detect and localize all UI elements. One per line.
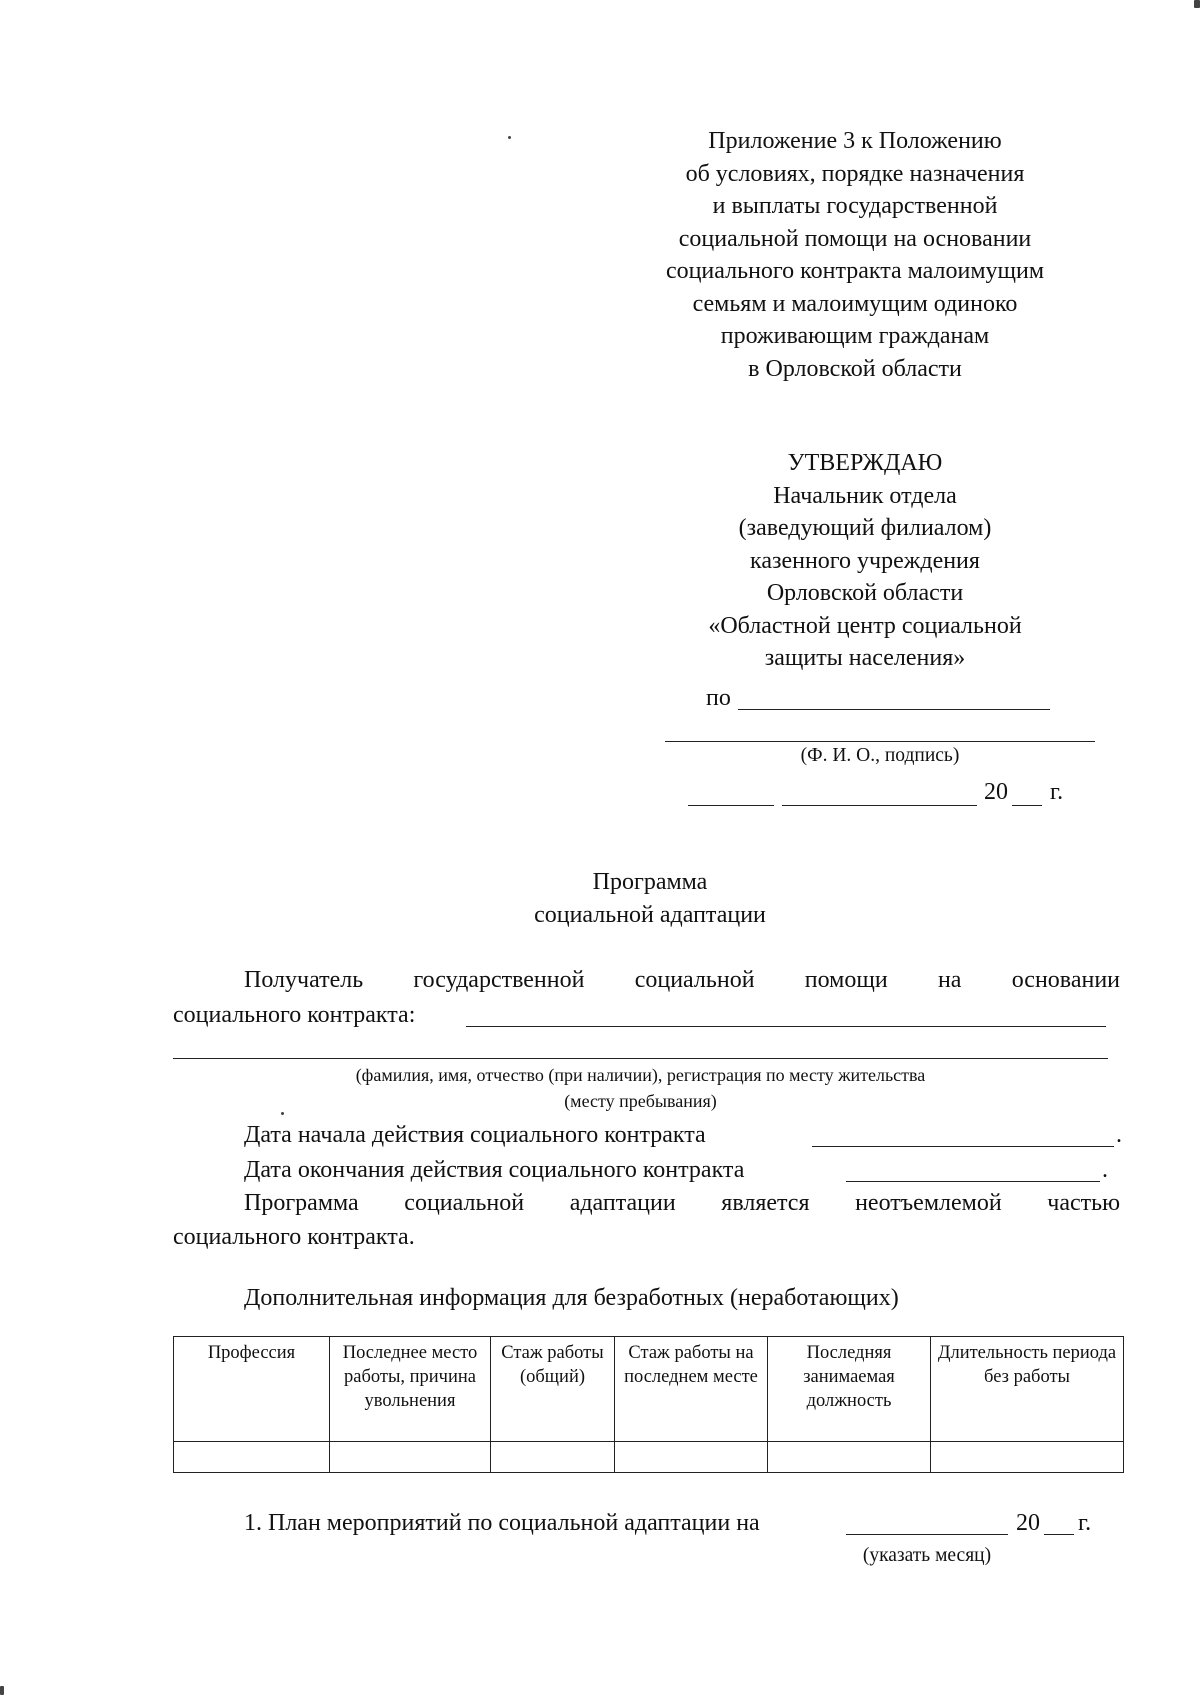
table-cell[interactable] (931, 1442, 1124, 1473)
approval-line: казенного учреждения (750, 547, 980, 574)
plan-year-suffix: г. (1078, 1510, 1092, 1536)
recipient-address-field[interactable] (173, 1058, 1108, 1059)
plan-month-field[interactable] (846, 1534, 1008, 1535)
table-cell[interactable] (491, 1442, 615, 1473)
annex-line: проживающим гражданам (720, 323, 990, 349)
recipient-caption-line1: (фамилия, имя, отчество (при наличии), регистрация по месту жительства (355, 1065, 926, 1085)
unemployed-info-table (173, 1336, 1124, 1473)
signature-caption: (Ф. И. О., подпись) (800, 745, 960, 766)
contract-start-period: . (1116, 1122, 1122, 1148)
program-note-line2: социального контракта. (173, 1224, 415, 1250)
approval-po-field[interactable] (738, 709, 1050, 710)
scan-speck (0, 1686, 4, 1695)
recipient-caption-line2: (месту пребывания) (564, 1091, 717, 1111)
approval-year-suffix: г. (1050, 779, 1064, 805)
annex-line: семьям и малоимущим одиноко (692, 290, 1018, 317)
approval-line: защиты населения» (764, 645, 966, 671)
scan-speck (281, 1112, 284, 1115)
table-cell[interactable] (615, 1442, 768, 1473)
plan-month-caption: (указать месяц) (862, 1545, 992, 1566)
recipient-name-field[interactable] (466, 1026, 1106, 1027)
column-header: Последнее место работы, причина увольнения (330, 1337, 491, 1442)
scan-speck (508, 136, 511, 139)
contract-end-field[interactable] (846, 1181, 1100, 1182)
column-header: Последняя занимаемая должность (768, 1337, 931, 1442)
annex-line: об условиях, порядке назначения (685, 160, 1025, 187)
table-cell[interactable] (330, 1442, 491, 1473)
approval-po-label: по (706, 685, 731, 711)
approval-year-prefix: 20 (984, 779, 1008, 805)
contract-start-label: Дата начала действия социального контракта (244, 1122, 706, 1148)
program-title (420, 866, 880, 931)
recipient-line2: социального контракта: (173, 1002, 416, 1028)
plan-year-field[interactable] (1044, 1534, 1074, 1535)
approval-year-field[interactable] (1012, 805, 1042, 806)
approval-month-field[interactable] (782, 805, 977, 806)
annex-line: в Орловской области (748, 355, 962, 382)
column-header: Профессия (174, 1337, 330, 1442)
approval-title: УТВЕРЖДАЮ (787, 450, 943, 476)
contract-start-field[interactable] (812, 1146, 1114, 1147)
annex-line: Приложение 3 к Положению (708, 128, 1002, 154)
column-header: Стаж работы на последнем месте (615, 1337, 768, 1442)
approval-line: Орловской области (766, 580, 964, 606)
contract-end-period: . (1102, 1157, 1108, 1183)
approval-block (620, 447, 1110, 675)
annex-line: социальной помощи на основании (678, 225, 1032, 252)
program-title-line2: социальной адаптации (534, 901, 766, 928)
scan-speck (1194, 0, 1200, 8)
program-note-line1: Программа социальной адаптации является неотъемлемой частью (244, 1190, 1120, 1216)
table-row (174, 1442, 1124, 1473)
approval-line: (заведующий филиалом) (738, 515, 992, 541)
signature-field[interactable] (665, 741, 1095, 742)
approval-day-field[interactable] (688, 805, 774, 806)
column-header: Стаж работы (общий) (491, 1337, 615, 1442)
column-header: Длительность периода без работы (931, 1337, 1124, 1442)
table-header-row (174, 1337, 1124, 1442)
approval-line: «Областной центр социальной (708, 612, 1022, 639)
recipient-line1: Получатель государственной социальной помощи на основании (244, 967, 1120, 993)
plan-year-prefix: 20 (1016, 1510, 1040, 1536)
annex-line: социального контракта малоимущим (665, 258, 1045, 284)
plan-label: 1. План мероприятий по социальной адаптации на (244, 1510, 760, 1536)
annex-line: и выплаты государственной (712, 193, 998, 219)
annex-header (610, 125, 1100, 385)
approval-line: Начальник отдела (773, 482, 957, 509)
contract-end-label: Дата окончания действия социального контракта (244, 1157, 745, 1183)
program-title-line1: Программа (592, 869, 708, 895)
table-cell[interactable] (174, 1442, 330, 1473)
unemployed-info-title: Дополнительная информация для безработных (неработающих) (244, 1285, 899, 1311)
table-cell[interactable] (768, 1442, 931, 1473)
